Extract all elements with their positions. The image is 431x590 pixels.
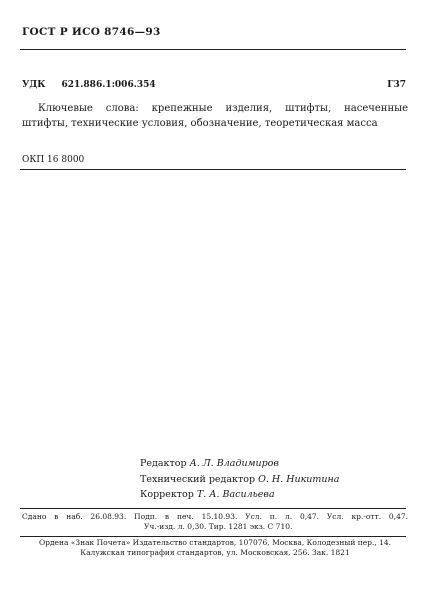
imprint-line-1: Сдано в наб. 26.08.93. Подп. в печ. 15.10.93. Усл. п. л. 0,47. Усл. кр.-отт. 0,47. — [22, 512, 408, 521]
tech-editor-role: Технический редактор — [140, 473, 256, 485]
udk-label: УДК — [22, 80, 46, 90]
okp-rule — [20, 169, 406, 170]
udk-code: 621.886.1:006.354 — [61, 80, 156, 90]
editor-role: Редактор — [140, 458, 187, 469]
tech-editor-line — [140, 472, 339, 488]
imprint-line-2: Уч.-изд. л. 0,30. Тир. 1281 экз. С 710. — [144, 522, 293, 531]
publisher-block — [22, 538, 408, 558]
imprint-rule — [20, 508, 406, 509]
publisher-line-2: Калужская типография стандартов, ул. Московская, 256. Зак. 1821 — [80, 548, 350, 557]
tech-editor-name: О. Н. Никитина — [258, 473, 340, 485]
corrector-name: Т. А. Васильева — [196, 489, 275, 500]
okp-code: ОКП 16 8000 — [22, 155, 85, 165]
editor-name: А. Л. Владимиров — [189, 458, 279, 469]
standard-header: ГОСТ Р ИСО 8746—93 — [22, 26, 161, 38]
editor-line — [140, 456, 339, 472]
keywords-paragraph: Ключевые слова: крепежные изделия, штифты, насеченные штифты, технические условия, обозначение, теоретическая масса — [22, 103, 408, 129]
corrector-role: Корректор — [140, 489, 194, 500]
editors-block — [140, 456, 339, 503]
udk-line — [22, 80, 156, 90]
corrector-line — [140, 487, 339, 503]
header-rule — [20, 49, 406, 50]
publisher-line-1: Ордена «Знак Почета» Издательство стандартов, 107076, Москва, Колодезный пер., 14. — [38, 538, 392, 547]
publisher-rule — [20, 536, 406, 537]
group-code: Г37 — [387, 80, 406, 90]
imprint-block — [22, 512, 408, 532]
